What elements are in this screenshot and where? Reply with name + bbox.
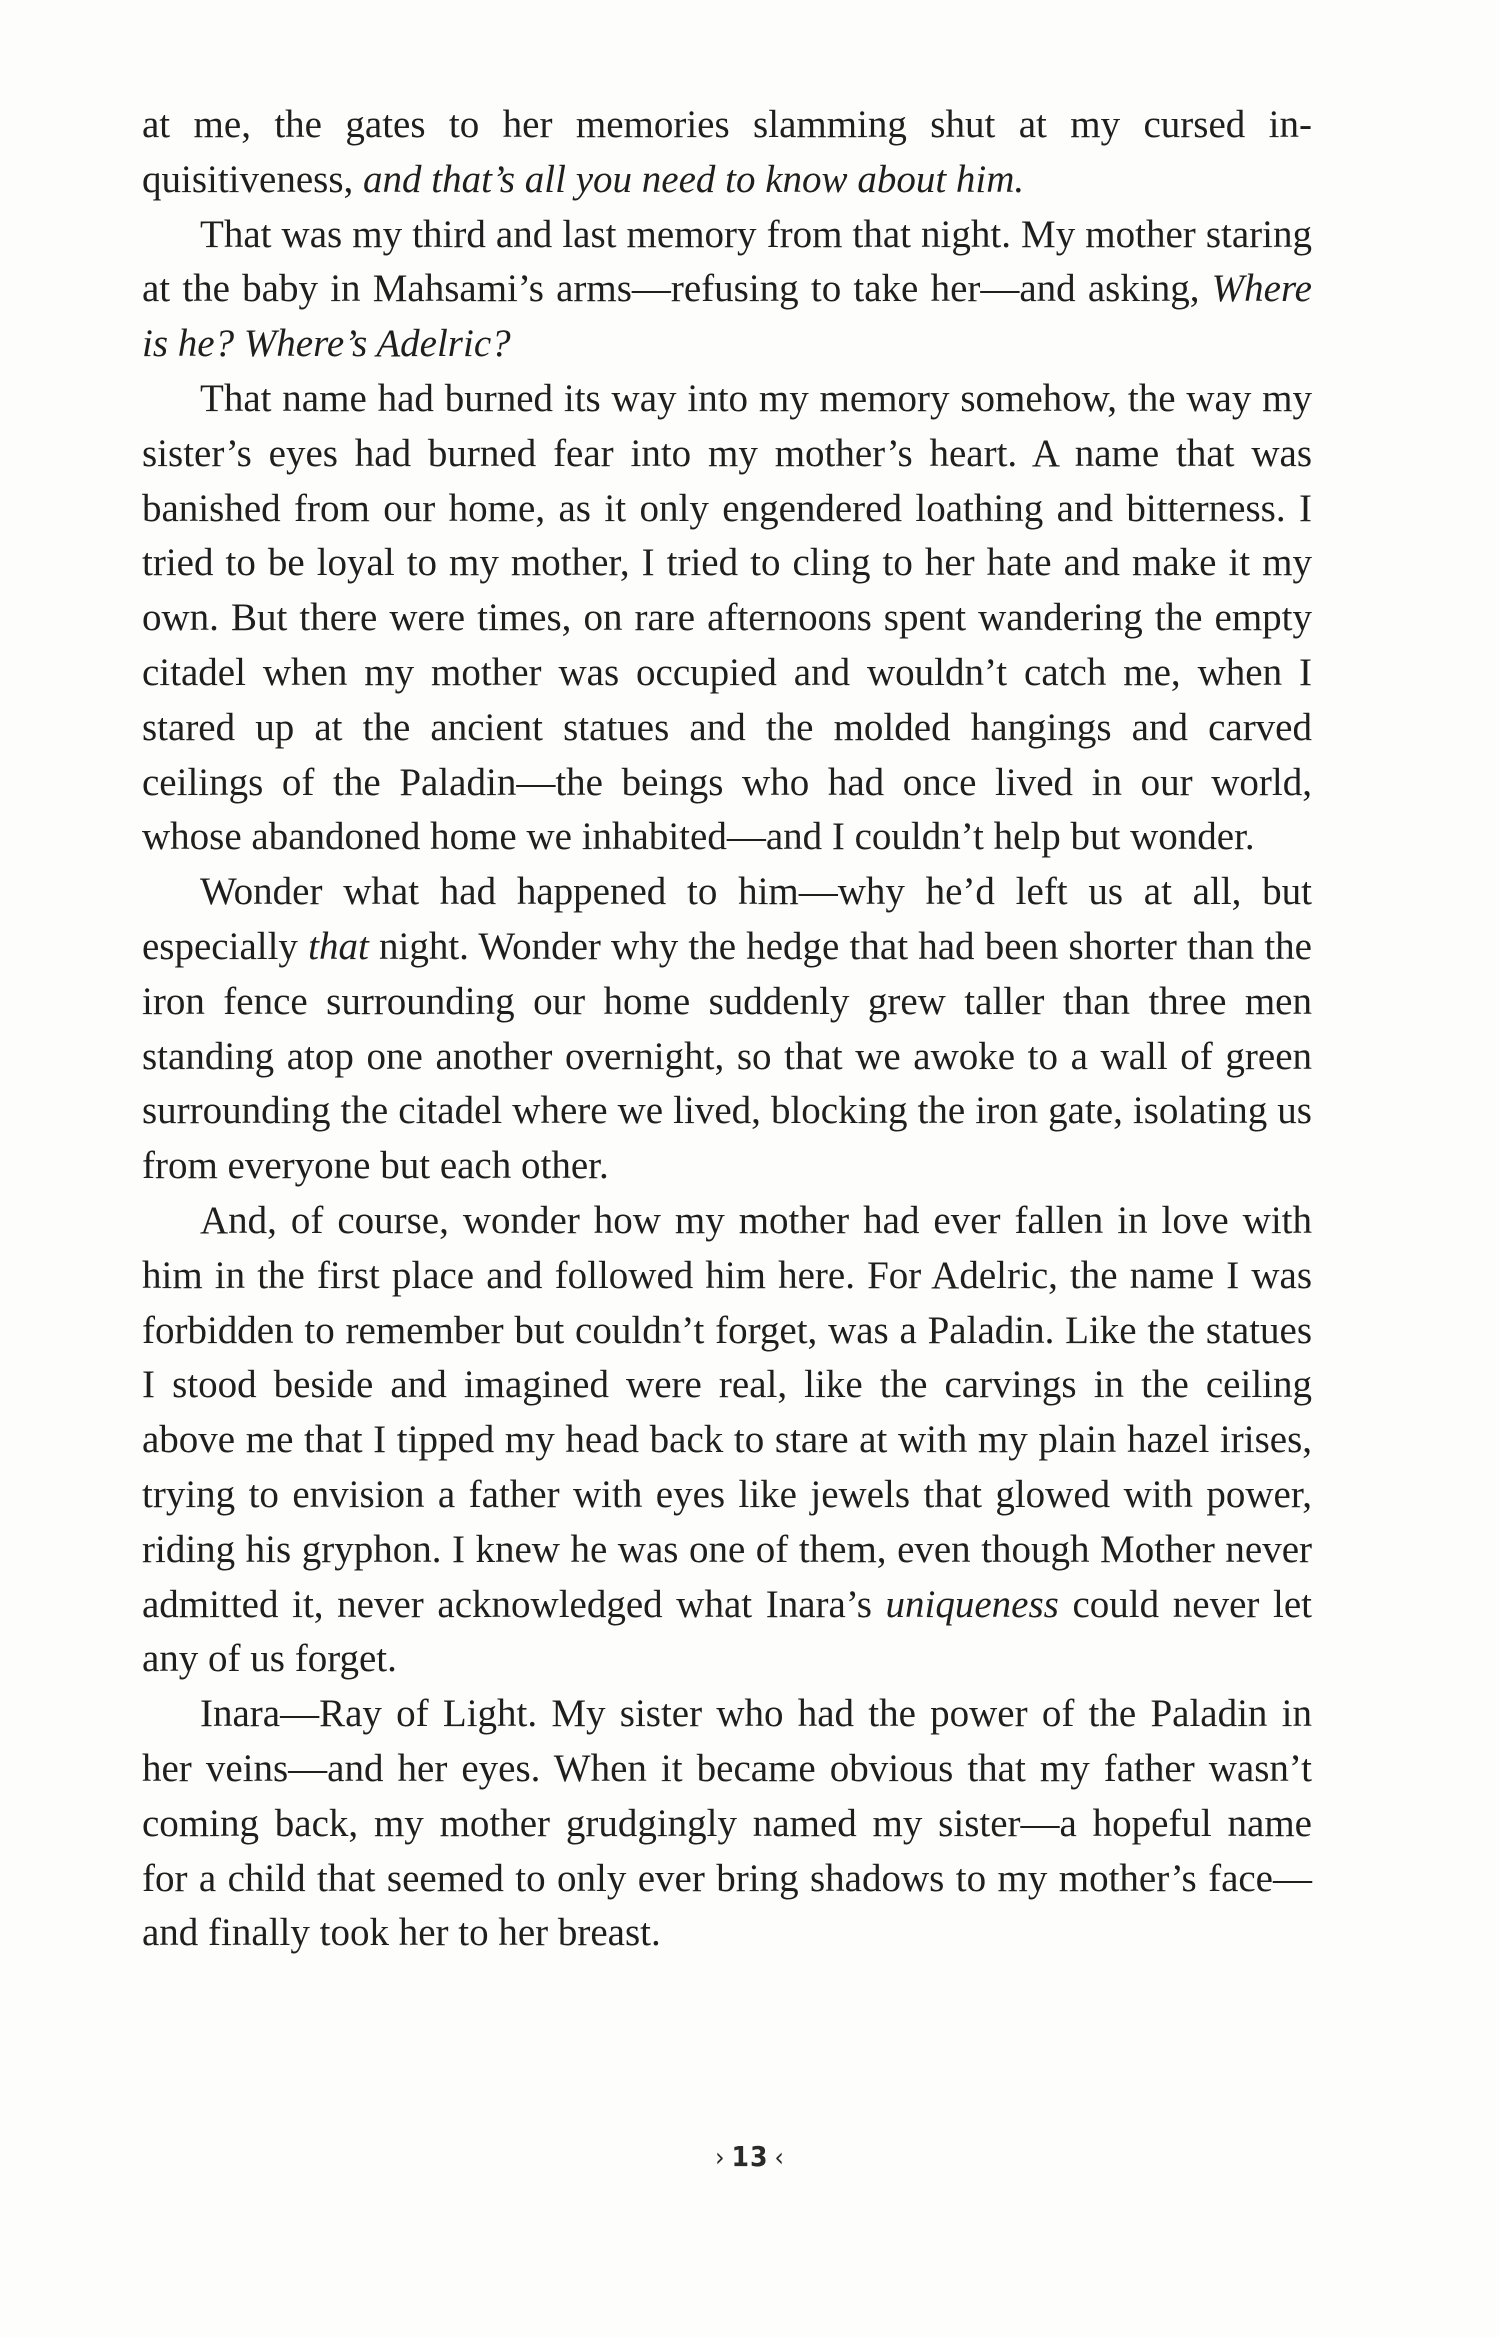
body-text [142,98,1312,1961]
paragraph-6: Inara—Ray of Light. My sister who had the power of the Paladin in her veins—and her eyes. When it became obvious that my father wasn’t coming back, my mother grudgingly named my sister—a hopeful name for a child that seemed to only ever bring shadows to my mother’s face—and finally took her to her breast. [142,1692,1312,1955]
paragraph-3: That name had burned its way into my memory somehow, the way my sister’s eyes had burned fear into my mother’s heart. A name that was banished from our home, as it only engendered loathing and bitterness. I tried to be loyal to my mother, I tried to cling to her hate and make it my own. But there were times, on rare afternoons spent wandering the empty citadel when my mother was occupied and wouldn’t catch me, when I stared up at the ancient statues and the molded hangings and carved ceilings of the Paladin—the beings who had once lived in our world, whose abandoned home we inhabited—and I couldn’t help but wonder. [142,376,1312,859]
page-number-footer [0,2140,1500,2173]
paragraph-2: That was my third and last memory from that night. My mother staring at the baby in Mahsami’s arms—refusing to take her—and asking, Where is he? Where’s Adelric? [142,212,1312,366]
paragraph-5: And, of course, wonder how my mother had ever fallen in love with him in the first place and followed him here. For Adelric, the name I was forbidden to remember but couldn’t forget, was a Paladin. Like the statues I stood beside and imagined were real, like the carvings in the ceiling above me that I tipped my head back to stare at with my plain hazel irises, trying to envision a father with eyes like jewels that glowed with power, riding his gryphon. I knew he was one of them, even though Mother never admitted it, never acknowledged what Inara’s uniqueness could never let any of us forget. [142,1198,1312,1681]
page-number: 13 [731,2140,769,2173]
folio-right-ornament: ‹ [774,2143,785,2173]
paragraph-4: Wonder what had happened to him—why he’d left us at all, but especially that night. Wonder why the hedge that had been shorter than the iron fence surrounding our home suddenly grew taller than three men standing atop one another overnight, so that we awoke to a wall of green surrounding the citadel where we lived, blocking the iron gate, isolating us from everyone but each other. [142,870,1312,1188]
paragraph-1: at me, the gates to her memories slamming shut at my cursed inquisitiveness, and that’s all you need to know about him. [142,103,1312,201]
folio-left-ornament: › [715,2143,726,2173]
